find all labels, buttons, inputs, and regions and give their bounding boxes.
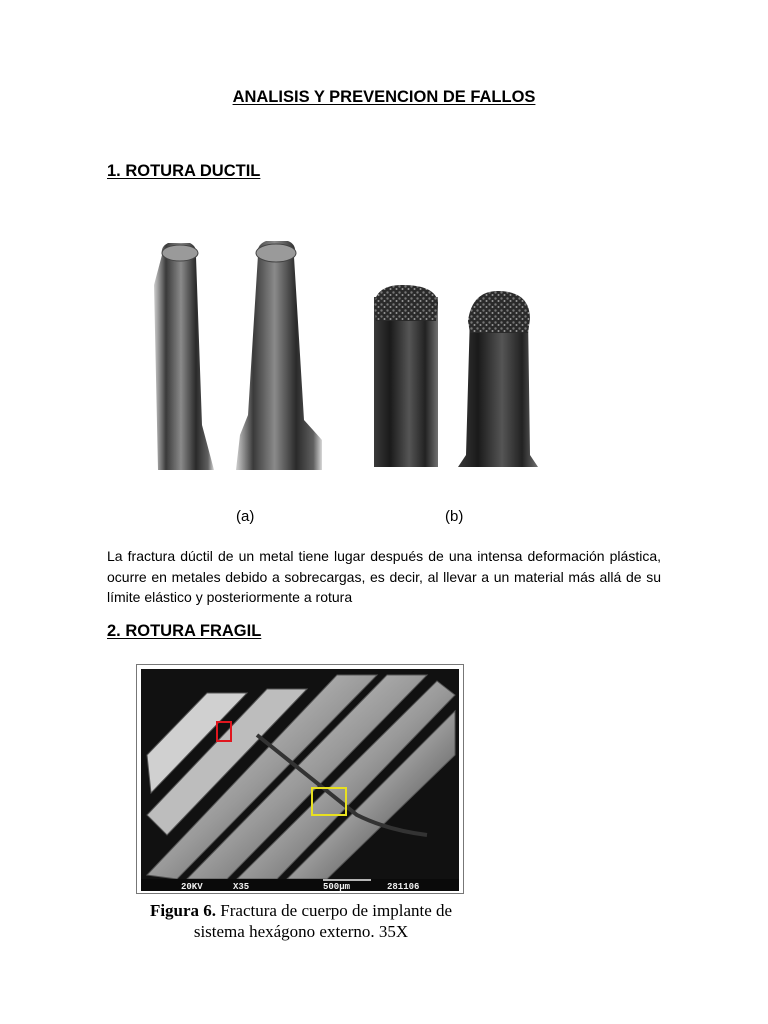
- sem-magnification-text: X35: [233, 882, 250, 892]
- figure-label-a: (a): [236, 508, 255, 525]
- sem-voltage-text: 20KV: [181, 882, 203, 892]
- ductile-specimens-figure: [140, 225, 550, 475]
- sem-scale-text: 500μm: [323, 882, 351, 892]
- figure-6-label: Figura 6.: [149, 901, 217, 920]
- document-title: ANALISIS Y PREVENCION DE FALLOS: [232, 88, 536, 106]
- figure-6-caption: [136, 900, 466, 942]
- sem-code-text: 281106: [387, 882, 420, 892]
- section-heading-fragil: 2. ROTURA FRAGIL: [107, 622, 262, 640]
- sem-micrograph-figure: [136, 664, 464, 894]
- ductile-paragraph: La fractura dúctil de un metal tiene lugar después de una intensa deformación plástica, ocurre en metales debido a sobrecargas, es decir, al llevar a un material más allá de su límite elástico y posteriormente a rotura: [107, 548, 661, 605]
- figure-label-b: (b): [445, 508, 464, 525]
- sem-image: [137, 665, 463, 893]
- specimen-b-group: [374, 285, 538, 467]
- section-heading-ductil: 1. ROTURA DUCTIL: [107, 162, 261, 180]
- specimen-a-group: [154, 241, 322, 470]
- figure-6-text: Fractura de cuerpo de implante de sistema hexágono externo. 35X: [193, 901, 453, 941]
